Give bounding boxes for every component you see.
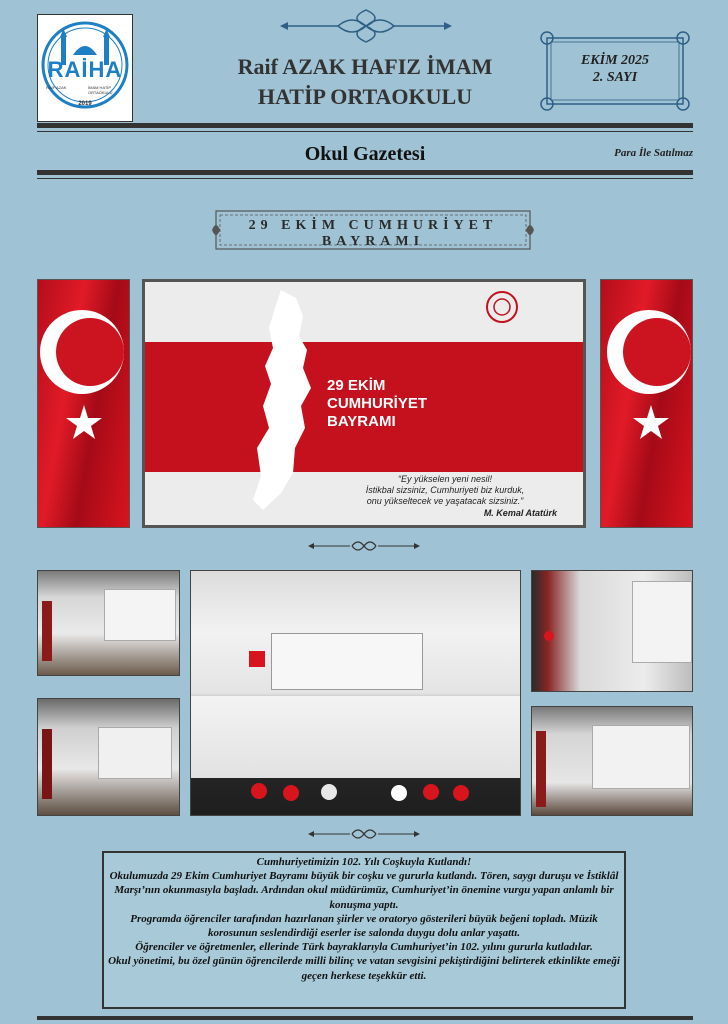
balloon-white: [321, 784, 337, 800]
crescent-star-icon: [601, 280, 693, 528]
projector-screen: [592, 725, 690, 789]
poster-quote-author: M. Kemal Atatürk: [483, 508, 557, 518]
logo-caption-left: RAİF AZAK: [46, 85, 67, 90]
event-photo-stage-3: [531, 570, 693, 692]
divider-ornament-icon: [306, 537, 422, 555]
republic-day-poster: [142, 279, 586, 528]
poster-quote-line3: onu yükseltecek ve yaşatacak sizsiniz.”: [366, 496, 524, 506]
article-paragraph: Öğrenciler ve öğretmenler, ellerinde Türk bayraklarıyla Cumhuriyet’in 102. yılını gururla kutladılar.: [135, 941, 593, 954]
article-paragraph: Okul yönetimi, bu özel günün öğrencilerde milli bilinç ve vatan sevgisini pekiştirdiğini belirterek etkinlikte emeği geçen herkese teşekkür etti.: [108, 955, 620, 982]
stage-curtain: [536, 731, 546, 807]
school-name-line2: HATİP ORTAOKULU: [257, 84, 473, 109]
stage-curtain: [42, 729, 52, 799]
footer-divider: [37, 1016, 693, 1020]
event-photo-stage-2: [37, 698, 180, 816]
poster-headline-line3: BAYRAMI: [327, 413, 396, 430]
turkish-flag-right: [600, 279, 693, 528]
section-title: 29 EKİM CUMHURİYET BAYRAMI: [248, 218, 498, 249]
masthead-divider-thin: [37, 178, 693, 179]
balloon-red: [423, 784, 439, 800]
school-logo: [37, 14, 133, 122]
event-photo-stage-4: [531, 706, 693, 816]
stage-curtain: [42, 601, 52, 661]
price-note: Para İle Satılmaz: [614, 147, 693, 159]
header-divider-thin: [37, 131, 693, 132]
logo-wordmark: RAİHA: [47, 57, 123, 82]
balloon-red: [544, 631, 554, 641]
balloon-red: [251, 783, 267, 799]
logo-caption-right: İMAM HATİP ORTAOKULU: [88, 85, 113, 95]
divider-ornament-icon: [306, 825, 422, 843]
school-name: [200, 52, 530, 112]
balloon-red: [453, 785, 469, 801]
article-title: Cumhuriyetimizin 102. Yılı Coşkuyla Kutlandı!: [256, 856, 472, 868]
poster-quote: [345, 474, 545, 507]
student-group: [191, 696, 521, 778]
article-paragraph: Okulumuzda 29 Ekim Cumhuriyet Bayramı büyük bir coşku ve gururla kutlandı. Tören, saygı duruşu ve İstiklâl Marşı’nın okunmasıyla başladı. Ardından okul müdürümüz, Cumhuriyet’in önemine vurgu yapan anlamlı bir konuşma yaptı.: [109, 870, 619, 911]
masthead-divider: [37, 170, 693, 175]
header-divider: [37, 123, 693, 128]
issue-info: [537, 52, 693, 86]
poster-headline-line1: 29 EKİM: [327, 377, 386, 394]
issue-date: EKİM 2025: [580, 53, 650, 68]
ministry-emblem-icon: [485, 290, 519, 324]
school-name-line1: Raif AZAK HAFIZ İMAM: [237, 54, 493, 79]
projector-screen: [271, 633, 423, 690]
article-box: [102, 851, 626, 1009]
wall-flag: [249, 651, 265, 667]
logo-year: 2019: [78, 101, 92, 107]
ataturk-silhouette-icon: [241, 288, 331, 513]
issue-number: 2. SAYI: [592, 70, 638, 85]
turkish-flag-left: [37, 279, 130, 528]
projector-screen: [98, 727, 172, 779]
event-photo-stage-1: [37, 570, 180, 676]
poster-quote-line1: “Ey yükselen yeni nesil!: [397, 474, 493, 484]
top-ornament-icon: [278, 6, 454, 46]
poster-headline: [327, 377, 427, 431]
article-paragraph: Programda öğrenciler tarafından hazırlanan şiirler ve oratoryo gösterileri büyük beğeni topladı. Müzik korosunun seslendirdiği eserler ise salonda duygu dolu anlar yaşattı.: [130, 912, 598, 940]
crescent-star-icon: [38, 280, 130, 528]
event-photo-group: [190, 570, 521, 816]
masthead-title: Okul Gazetesi: [304, 143, 426, 165]
projector-screen: [104, 589, 176, 641]
projector-screen: [632, 581, 692, 663]
poster-quote-line2: İstikbal sizsiniz, Cumhuriyeti biz kurduk,: [365, 485, 525, 495]
balloon-red: [283, 785, 299, 801]
poster-headline-line2: CUMHURİYET: [327, 395, 427, 412]
balloon-white: [391, 785, 407, 801]
